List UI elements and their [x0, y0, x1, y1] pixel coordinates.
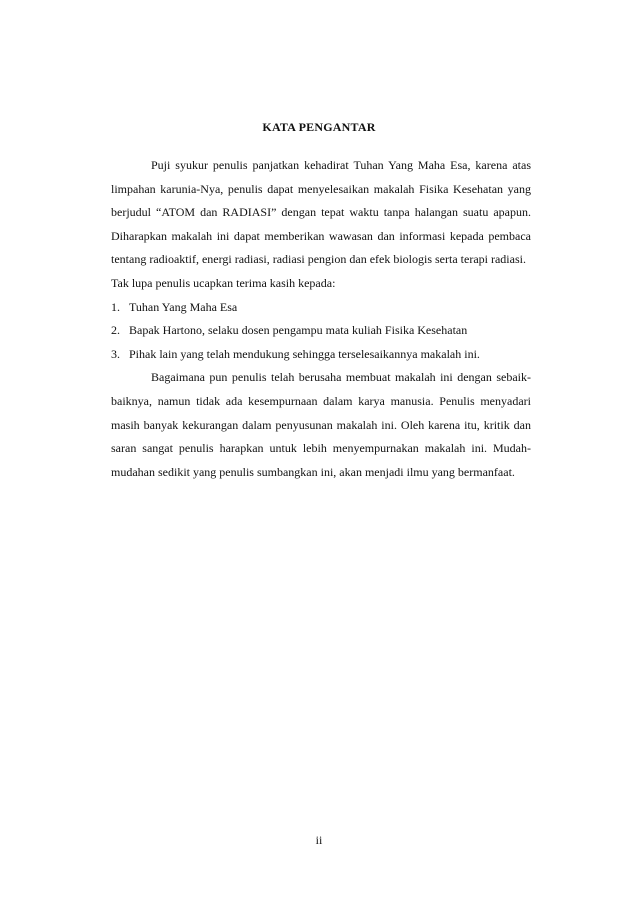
list-item — [111, 319, 531, 343]
list-item-text: Bapak Hartono, selaku dosen pengampu mata kuliah Fisika Kesehatan — [129, 323, 468, 338]
list-item-number: 1. — [111, 299, 120, 314]
document-body — [111, 154, 531, 484]
page-title: KATA PENGANTAR — [262, 120, 376, 134]
thanks-list — [111, 296, 531, 367]
list-item — [111, 296, 531, 320]
list-item-text: Tuhan Yang Maha Esa — [129, 299, 238, 314]
thanks-intro: Tak lupa penulis ucapkan terima kasih kepada: — [111, 275, 336, 290]
list-item-number: 3. — [111, 346, 120, 361]
list-item-text: Pihak lain yang telah mendukung sehingga terselesaikannya makalah ini. — [129, 346, 480, 361]
list-item-number: 2. — [111, 323, 120, 338]
list-item — [111, 343, 531, 367]
page-number: ii — [315, 833, 323, 847]
closing-paragraph: Bagaimana pun penulis telah berusaha membuat makalah ini dengan sebaik-baiknya, namun tidak ada kesempurnaan dalam karya manusia. Penulis menyadari masih banyak kekurangan dalam penyusunan makalah ini. Oleh karena itu, kritik dan saran sangat penulis harapkan untuk lebih menyempurnakan makalah ini. Mudah-mudahan sedikit yang penulis sumbangkan ini, akan menjadi ilmu yang bermanfaat. — [111, 370, 531, 479]
opening-paragraph: Puji syukur penulis panjatkan kehadirat Tuhan Yang Maha Esa, karena atas limpahan karunia-Nya, penulis dapat menyelesaikan makalah Fisika Kesehatan yang berjudul “ATOM dan RADIASI” dengan tepat waktu tanpa halangan suatu apapun. Diharapkan makalah ini dapat memberikan wawasan dan informasi kepada pembaca tentang radioaktif, energi radiasi, radiasi pengion dan efek biologis serta terapi radiasi. — [111, 158, 531, 267]
